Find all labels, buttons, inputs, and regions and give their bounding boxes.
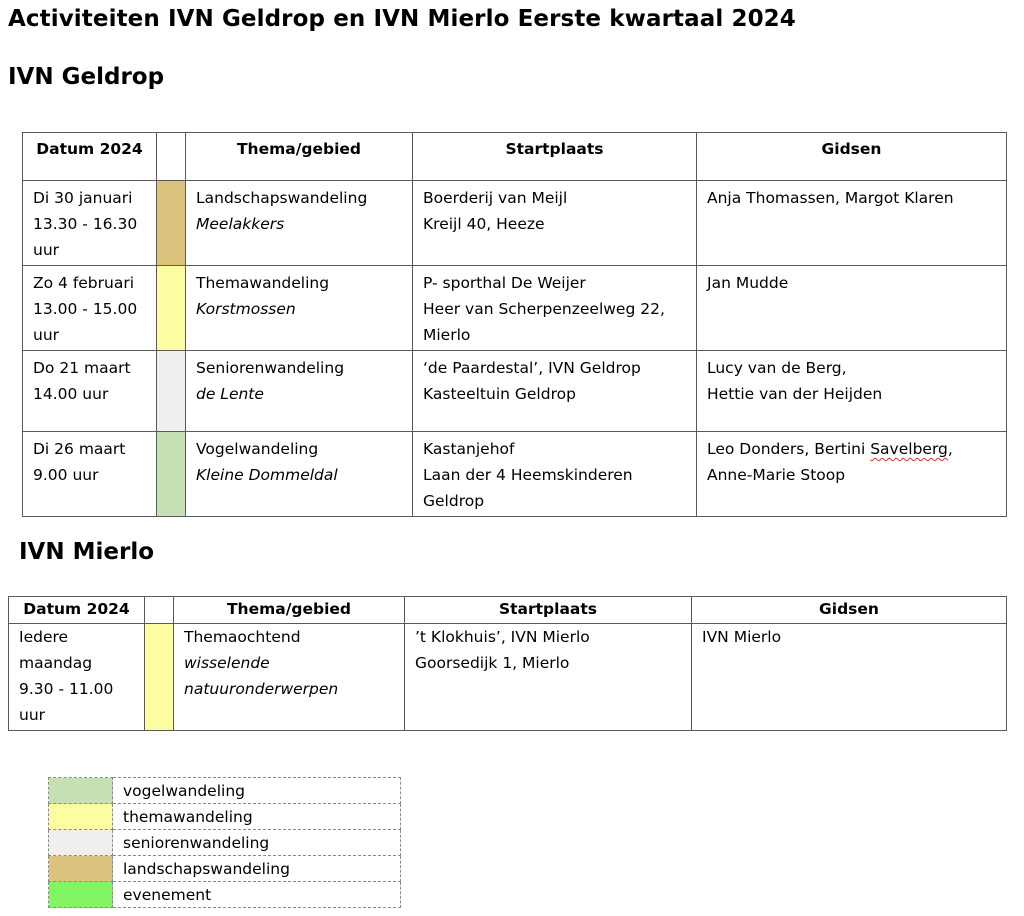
col-header-gidsen: Gidsen bbox=[692, 597, 1007, 624]
thema-cell: Themawandeling Korstmossen bbox=[186, 266, 413, 351]
mierlo-heading: IVN Mierlo bbox=[19, 539, 155, 565]
gidsen-cell: IVN Mierlo bbox=[692, 624, 1007, 731]
page-title: Activiteiten IVN Geldrop en IVN Mierlo Eerste kwartaal 2024 bbox=[8, 6, 796, 32]
legend-item bbox=[49, 882, 401, 908]
startplaats-cell: P- sporthal De Weijer Heer van Scherpenzeelweg 22, Mierlo bbox=[413, 266, 697, 351]
datum-cell: Do 21 maart 14.00 uur bbox=[23, 351, 157, 432]
gidsen-cell: Anja Thomassen, Margot Klaren bbox=[697, 181, 1007, 266]
legend-swatch-evenement bbox=[49, 882, 113, 908]
gidsen-cell: Leo Donders, Bertini Savelberg, Anne-Marie Stoop bbox=[697, 432, 1007, 517]
legend-item bbox=[49, 830, 401, 856]
col-header-color bbox=[157, 133, 186, 181]
col-header-startplaats: Startplaats bbox=[413, 133, 697, 181]
thema-cell: Themaochtend wisselende natuuronderwerpen bbox=[174, 624, 405, 731]
datum-cell: Zo 4 februari 13.00 - 15.00 uur bbox=[23, 266, 157, 351]
startplaats-cell: ’t Klokhuis’, IVN Mierlo Goorsedijk 1, Mierlo bbox=[405, 624, 692, 731]
category-color-swatch bbox=[157, 181, 186, 266]
thema-cell: Seniorenwandeling de Lente bbox=[186, 351, 413, 432]
table-header-row bbox=[23, 133, 1007, 181]
legend-swatch-themawandeling bbox=[49, 804, 113, 830]
category-color-swatch bbox=[145, 624, 174, 731]
col-header-startplaats: Startplaats bbox=[405, 597, 692, 624]
datum-cell: Di 30 januari 13.30 - 16.30 uur bbox=[23, 181, 157, 266]
legend-item bbox=[49, 856, 401, 882]
col-header-thema: Thema/gebied bbox=[174, 597, 405, 624]
col-header-color bbox=[145, 597, 174, 624]
gidsen-cell: Lucy van de Berg, Hettie van der Heijden bbox=[697, 351, 1007, 432]
legend-item bbox=[49, 778, 401, 804]
legend-label: landschapswandeling bbox=[113, 856, 401, 882]
table-header-row bbox=[9, 597, 1007, 624]
col-header-thema: Thema/gebied bbox=[186, 133, 413, 181]
category-color-swatch bbox=[157, 432, 186, 517]
geldrop-table bbox=[22, 132, 1007, 517]
datum-cell: Iedere maandag 9.30 - 11.00 uur bbox=[9, 624, 145, 731]
gidsen-cell: Jan Mudde bbox=[697, 266, 1007, 351]
legend-item bbox=[49, 804, 401, 830]
table-row bbox=[23, 351, 1007, 432]
table-row bbox=[23, 181, 1007, 266]
geldrop-heading: IVN Geldrop bbox=[8, 64, 165, 90]
datum-cell: Di 26 maart 9.00 uur bbox=[23, 432, 157, 517]
col-header-datum: Datum 2024 bbox=[9, 597, 145, 624]
legend-label: seniorenwandeling bbox=[113, 830, 401, 856]
legend-label: evenement bbox=[113, 882, 401, 908]
color-legend bbox=[48, 777, 401, 908]
table-row bbox=[23, 266, 1007, 351]
legend-swatch-vogelwandeling bbox=[49, 778, 113, 804]
table-row bbox=[23, 432, 1007, 517]
startplaats-cell: Boerderij van Meijl Kreijl 40, Heeze bbox=[413, 181, 697, 266]
category-color-swatch bbox=[157, 351, 186, 432]
col-header-datum: Datum 2024 bbox=[23, 133, 157, 181]
category-color-swatch bbox=[157, 266, 186, 351]
thema-cell: Vogelwandeling Kleine Dommeldal bbox=[186, 432, 413, 517]
thema-cell: Landschapswandeling Meelakkers bbox=[186, 181, 413, 266]
legend-label: vogelwandeling bbox=[113, 778, 401, 804]
startplaats-cell: ‘de Paardestal’, IVN Geldrop Kasteeltuin Geldrop bbox=[413, 351, 697, 432]
startplaats-cell: Kastanjehof Laan der 4 Heemskinderen Geldrop bbox=[413, 432, 697, 517]
legend-swatch-landschapswandeling bbox=[49, 856, 113, 882]
mierlo-table bbox=[8, 596, 1007, 731]
col-header-gidsen: Gidsen bbox=[697, 133, 1007, 181]
spellcheck-underlined-word: Savelberg bbox=[870, 440, 948, 458]
legend-label: themawandeling bbox=[113, 804, 401, 830]
table-row bbox=[9, 624, 1007, 731]
legend-swatch-seniorenwandeling bbox=[49, 830, 113, 856]
